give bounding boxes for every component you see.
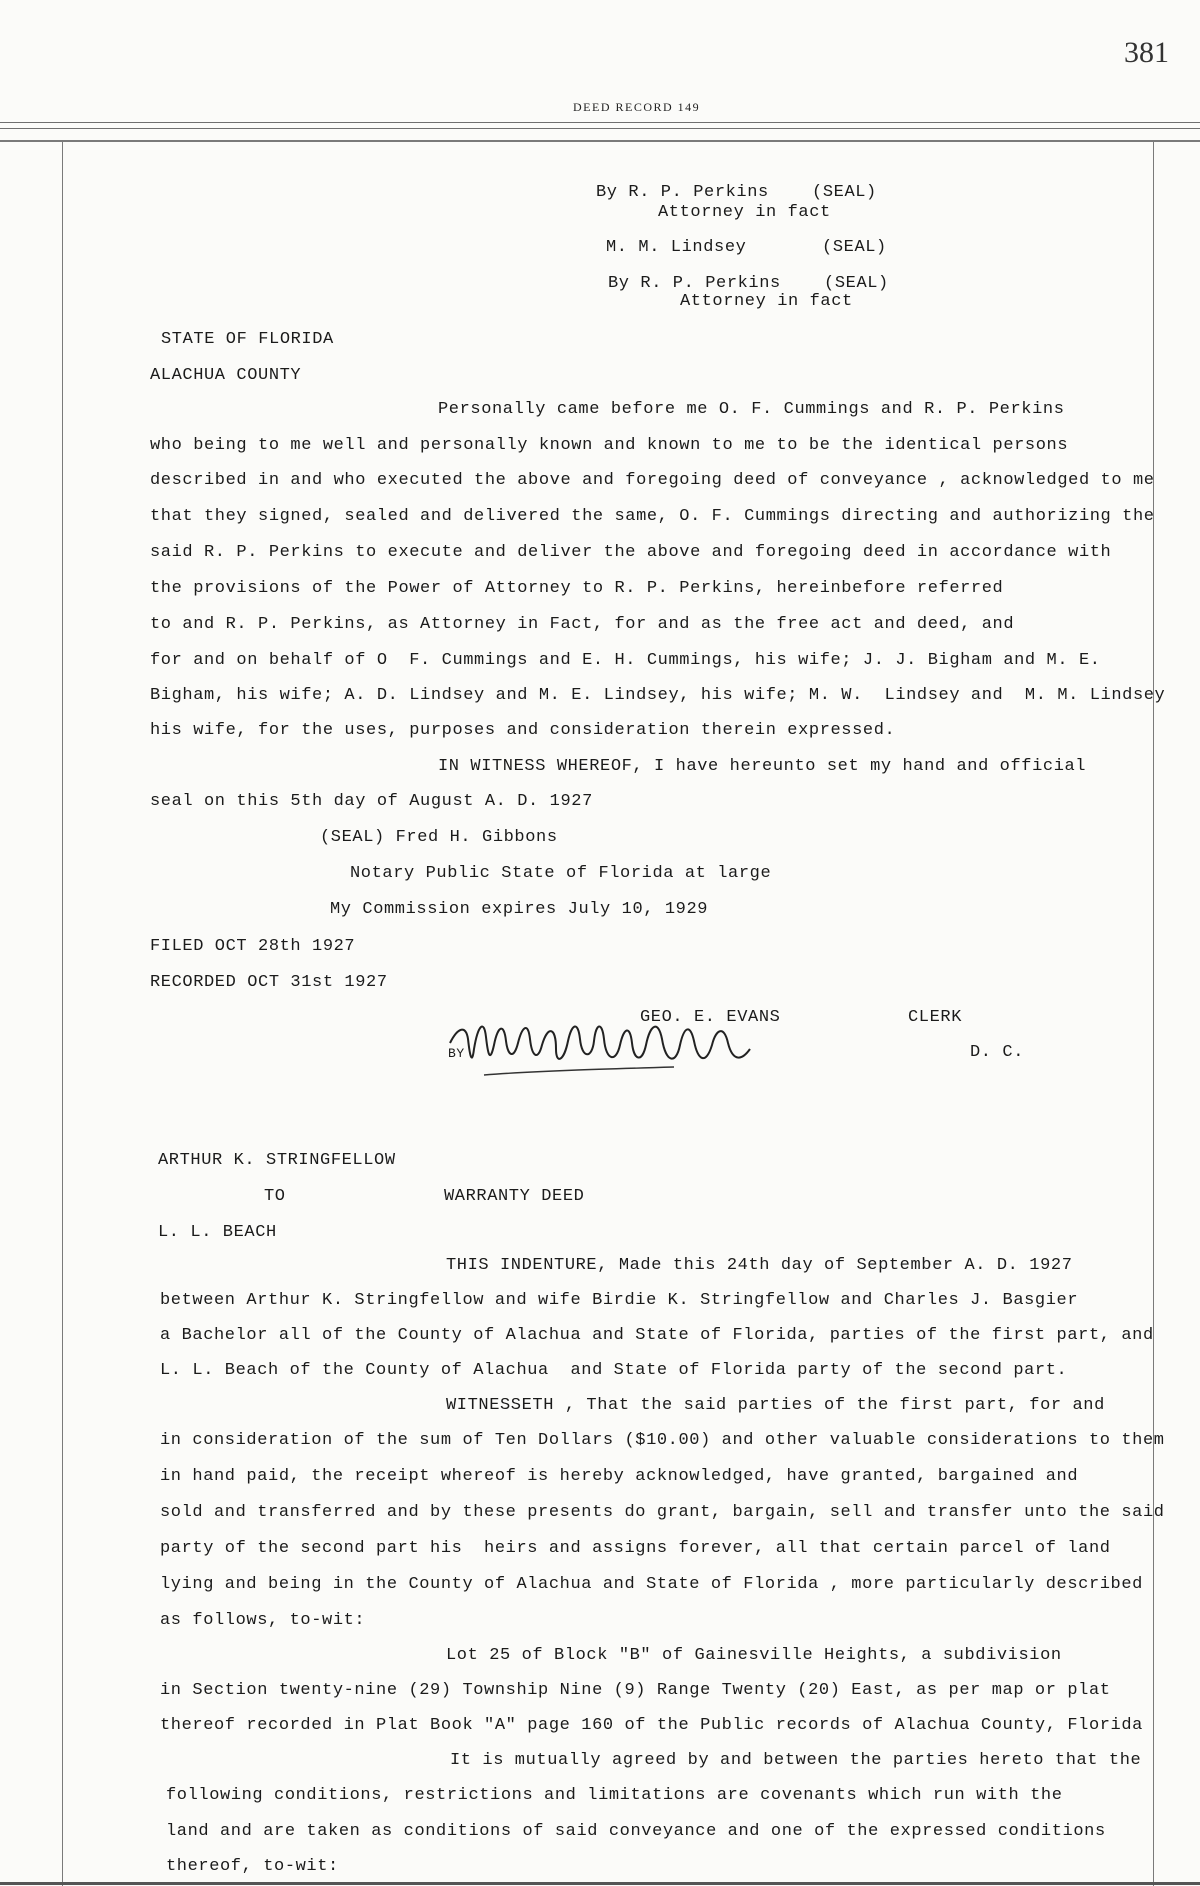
deed-line-11: as follows, to-wit: xyxy=(160,1611,366,1630)
county-heading: ALACHUA COUNTY xyxy=(150,366,302,385)
notary-title: Notary Public State of Florida at large xyxy=(350,864,772,883)
clerk-name: GEO. E. EVANS xyxy=(640,1008,781,1027)
recorded-date: RECORDED OCT 31st 1927 xyxy=(150,973,388,992)
deed-line-6: in consideration of the sum of Ten Dollars ($10.00) and other valuable considerations to them xyxy=(160,1431,1165,1450)
deed-line-13: in Section twenty-nine (29) Township Nine (9) Range Twenty (20) East, as per map or plat xyxy=(160,1681,1111,1700)
deputy-clerk-signature xyxy=(444,1005,764,1085)
signature-line-5: Attorney in fact xyxy=(680,292,853,311)
deed-line-3: a Bachelor all of the County of Alachua and State of Florida, parties of the first part, and xyxy=(160,1326,1154,1345)
deed-line-4: L. L. Beach of the County of Alachua and State of Florida party of the second part. xyxy=(160,1361,1068,1380)
notary-commission: My Commission expires July 10, 1929 xyxy=(330,900,709,919)
ack-line-8: for and on behalf of O F. Cummings and E. H. Cummings, his wife; J. J. Bigham and M. E. xyxy=(150,651,1101,670)
left-margin-line xyxy=(62,142,63,1886)
clerk-title: CLERK xyxy=(908,1008,963,1027)
right-margin-line xyxy=(1153,142,1154,1886)
state-heading: STATE OF FLORIDA xyxy=(161,330,334,349)
by-label: BY xyxy=(448,1046,465,1061)
record-title: DEED RECORD 149 xyxy=(573,100,701,114)
ack-line-12: seal on this 5th day of August A. D. 1927 xyxy=(150,792,593,811)
deputy-clerk-label: D. C. xyxy=(970,1043,1025,1062)
ack-line-7: to and R. P. Perkins, as Attorney in Fact, for and as the free act and deed, and xyxy=(150,615,1015,634)
deed-line-10: lying and being in the County of Alachua and State of Florida , more particularly described xyxy=(160,1575,1143,1594)
deed-line-17: land and are taken as conditions of said conveyance and one of the expressed conditions xyxy=(166,1822,1106,1841)
ack-line-2: who being to me well and personally known and known to me to be the identical persons xyxy=(150,436,1069,455)
filed-date: FILED OCT 28th 1927 xyxy=(150,937,356,956)
ack-line-11: IN WITNESS WHEREOF, I have hereunto set my hand and official xyxy=(438,757,1087,776)
header-rule-bottom xyxy=(0,140,1200,142)
ack-line-1: Personally came before me O. F. Cummings and R. P. Perkins xyxy=(438,400,1065,419)
page-number: 381 xyxy=(1124,36,1169,69)
deed-line-2: between Arthur K. Stringfellow and wife Birdie K. Stringfellow and Charles J. Basgier xyxy=(160,1291,1079,1310)
signature-line-3: M. M. Lindsey (SEAL) xyxy=(606,238,887,257)
to-label: TO xyxy=(264,1187,286,1206)
ack-line-6: the provisions of the Power of Attorney to R. P. Perkins, hereinbefore referred xyxy=(150,579,1004,598)
deed-line-7: in hand paid, the receipt whereof is hereby acknowledged, have granted, bargained and xyxy=(160,1467,1079,1486)
deed-line-12: Lot 25 of Block "B" of Gainesville Heights, a subdivision xyxy=(446,1646,1062,1665)
ack-line-10: his wife, for the uses, purposes and consideration therein expressed. xyxy=(150,721,896,740)
signature-line-2: Attorney in fact xyxy=(658,203,831,222)
deed-line-1: THIS INDENTURE, Made this 24th day of September A. D. 1927 xyxy=(446,1256,1073,1275)
deed-line-16: following conditions, restrictions and limitations are covenants which run with the xyxy=(166,1786,1063,1805)
deed-line-18: thereof, to-wit: xyxy=(166,1857,339,1876)
deed-line-5: WITNESSETH , That the said parties of the first part, for and xyxy=(446,1396,1105,1415)
ack-line-3: described in and who executed the above and foregoing deed of conveyance , acknowledged to me xyxy=(150,471,1155,490)
ack-line-9: Bigham, his wife; A. D. Lindsey and M. E. Lindsey, his wife; M. W. Lindsey and M. M. Lindsey xyxy=(150,686,1166,705)
header-rule-top xyxy=(0,122,1200,123)
deed-line-9: party of the second part his heirs and assigns forever, all that certain parcel of land xyxy=(160,1539,1111,1558)
deed-line-8: sold and transferred and by these presents do grant, bargain, sell and transfer unto the said xyxy=(160,1503,1165,1522)
grantee-name: L. L. BEACH xyxy=(158,1223,277,1242)
deed-line-15: It is mutually agreed by and between the parties hereto that the xyxy=(450,1751,1142,1770)
notary-seal-name: (SEAL) Fred H. Gibbons xyxy=(320,828,558,847)
ack-line-5: said R. P. Perkins to execute and deliver the above and foregoing deed in accordance with xyxy=(150,543,1112,562)
bottom-edge-shadow xyxy=(0,1882,1200,1885)
header-rule-mid xyxy=(0,128,1200,129)
ack-line-4: that they signed, sealed and delivered the same, O. F. Cummings directing and authorizing the xyxy=(150,507,1155,526)
grantor-name: ARTHUR K. STRINGFELLOW xyxy=(158,1151,396,1170)
deed-type: WARRANTY DEED xyxy=(444,1187,585,1206)
signature-line-1: By R. P. Perkins (SEAL) xyxy=(596,183,877,202)
signature-line-4: By R. P. Perkins (SEAL) xyxy=(608,274,889,293)
deed-line-14: thereof recorded in Plat Book "A" page 160 of the Public records of Alachua County, Florida xyxy=(160,1716,1143,1735)
